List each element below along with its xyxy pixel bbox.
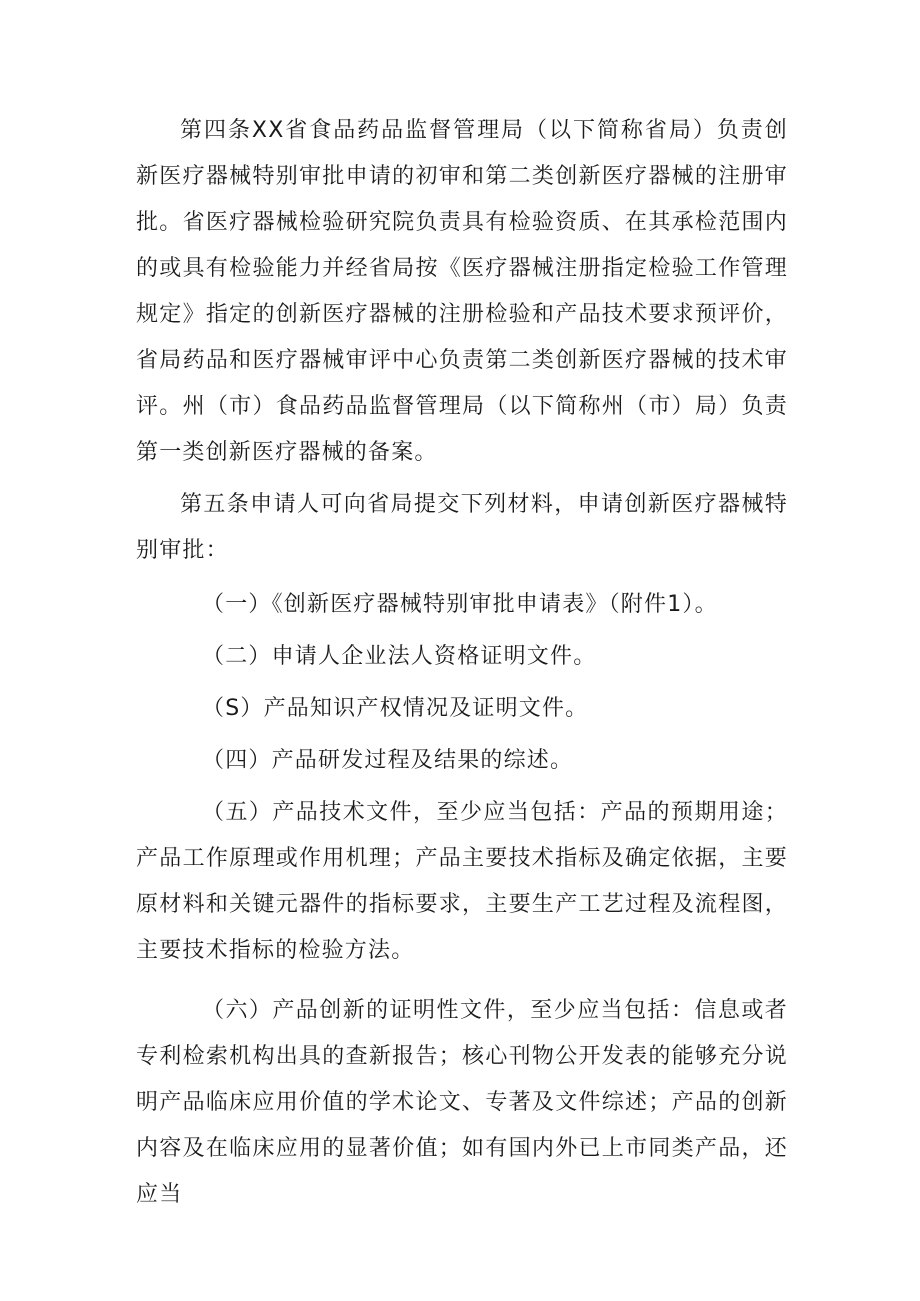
list-item-3: （S）产品知识产权情况及证明文件。: [202, 696, 589, 721]
list-item-1: （一）《创新医疗器械特别审批申请表》（附件1）。: [202, 592, 718, 617]
document-body: [136, 108, 788, 1218]
list-item-6: （六）产品创新的证明性文件，至少应当包括：信息或者专利检索机构出具的查新报告；核心刊物公开发表的能够充分说明产品临床应用价值的学术论文、专著及文件综述；产品的创新内容及在临床应用的显著价值；如有国内外已上市同类产品，还应当: [136, 998, 788, 1207]
article-5-paragraph: 第五条申请人可向省局提交下列材料，申请创新医疗器械特别审批：: [136, 492, 788, 563]
list-item-5: （五）产品技术文件，至少应当包括：产品的预期用途；产品工作原理或作用机理；产品主要技术指标及确定依据，主要原材料和关键元器件的指标要求，主要生产工艺过程及流程图，主要技术指标的检验方法。: [136, 800, 788, 963]
list-item-2: （二）申请人企业法人资格证明文件。: [202, 644, 597, 669]
article-4-paragraph: 第四条XX省食品药品监督管理局（以下简称省局）负责创新医疗器械特别审批申请的初审和第二类创新医疗器械的注册审批。省医疗器械检验研究院负责具有检验资质、在其承检范围内的或具有检验能力并经省局按《医疗器械注册指定检验工作管理规定》指定的创新医疗器械的注册检验和产品技术要求预评价，省局药品和医疗器械审评中心负责第二类创新医疗器械的技术审评。州（市）食品药品监督管理局（以下简称州（市）局）负责第一类创新医疗器械的备案。: [136, 118, 788, 465]
list-item-4: （四）产品研发过程及结果的综述。: [202, 748, 574, 773]
